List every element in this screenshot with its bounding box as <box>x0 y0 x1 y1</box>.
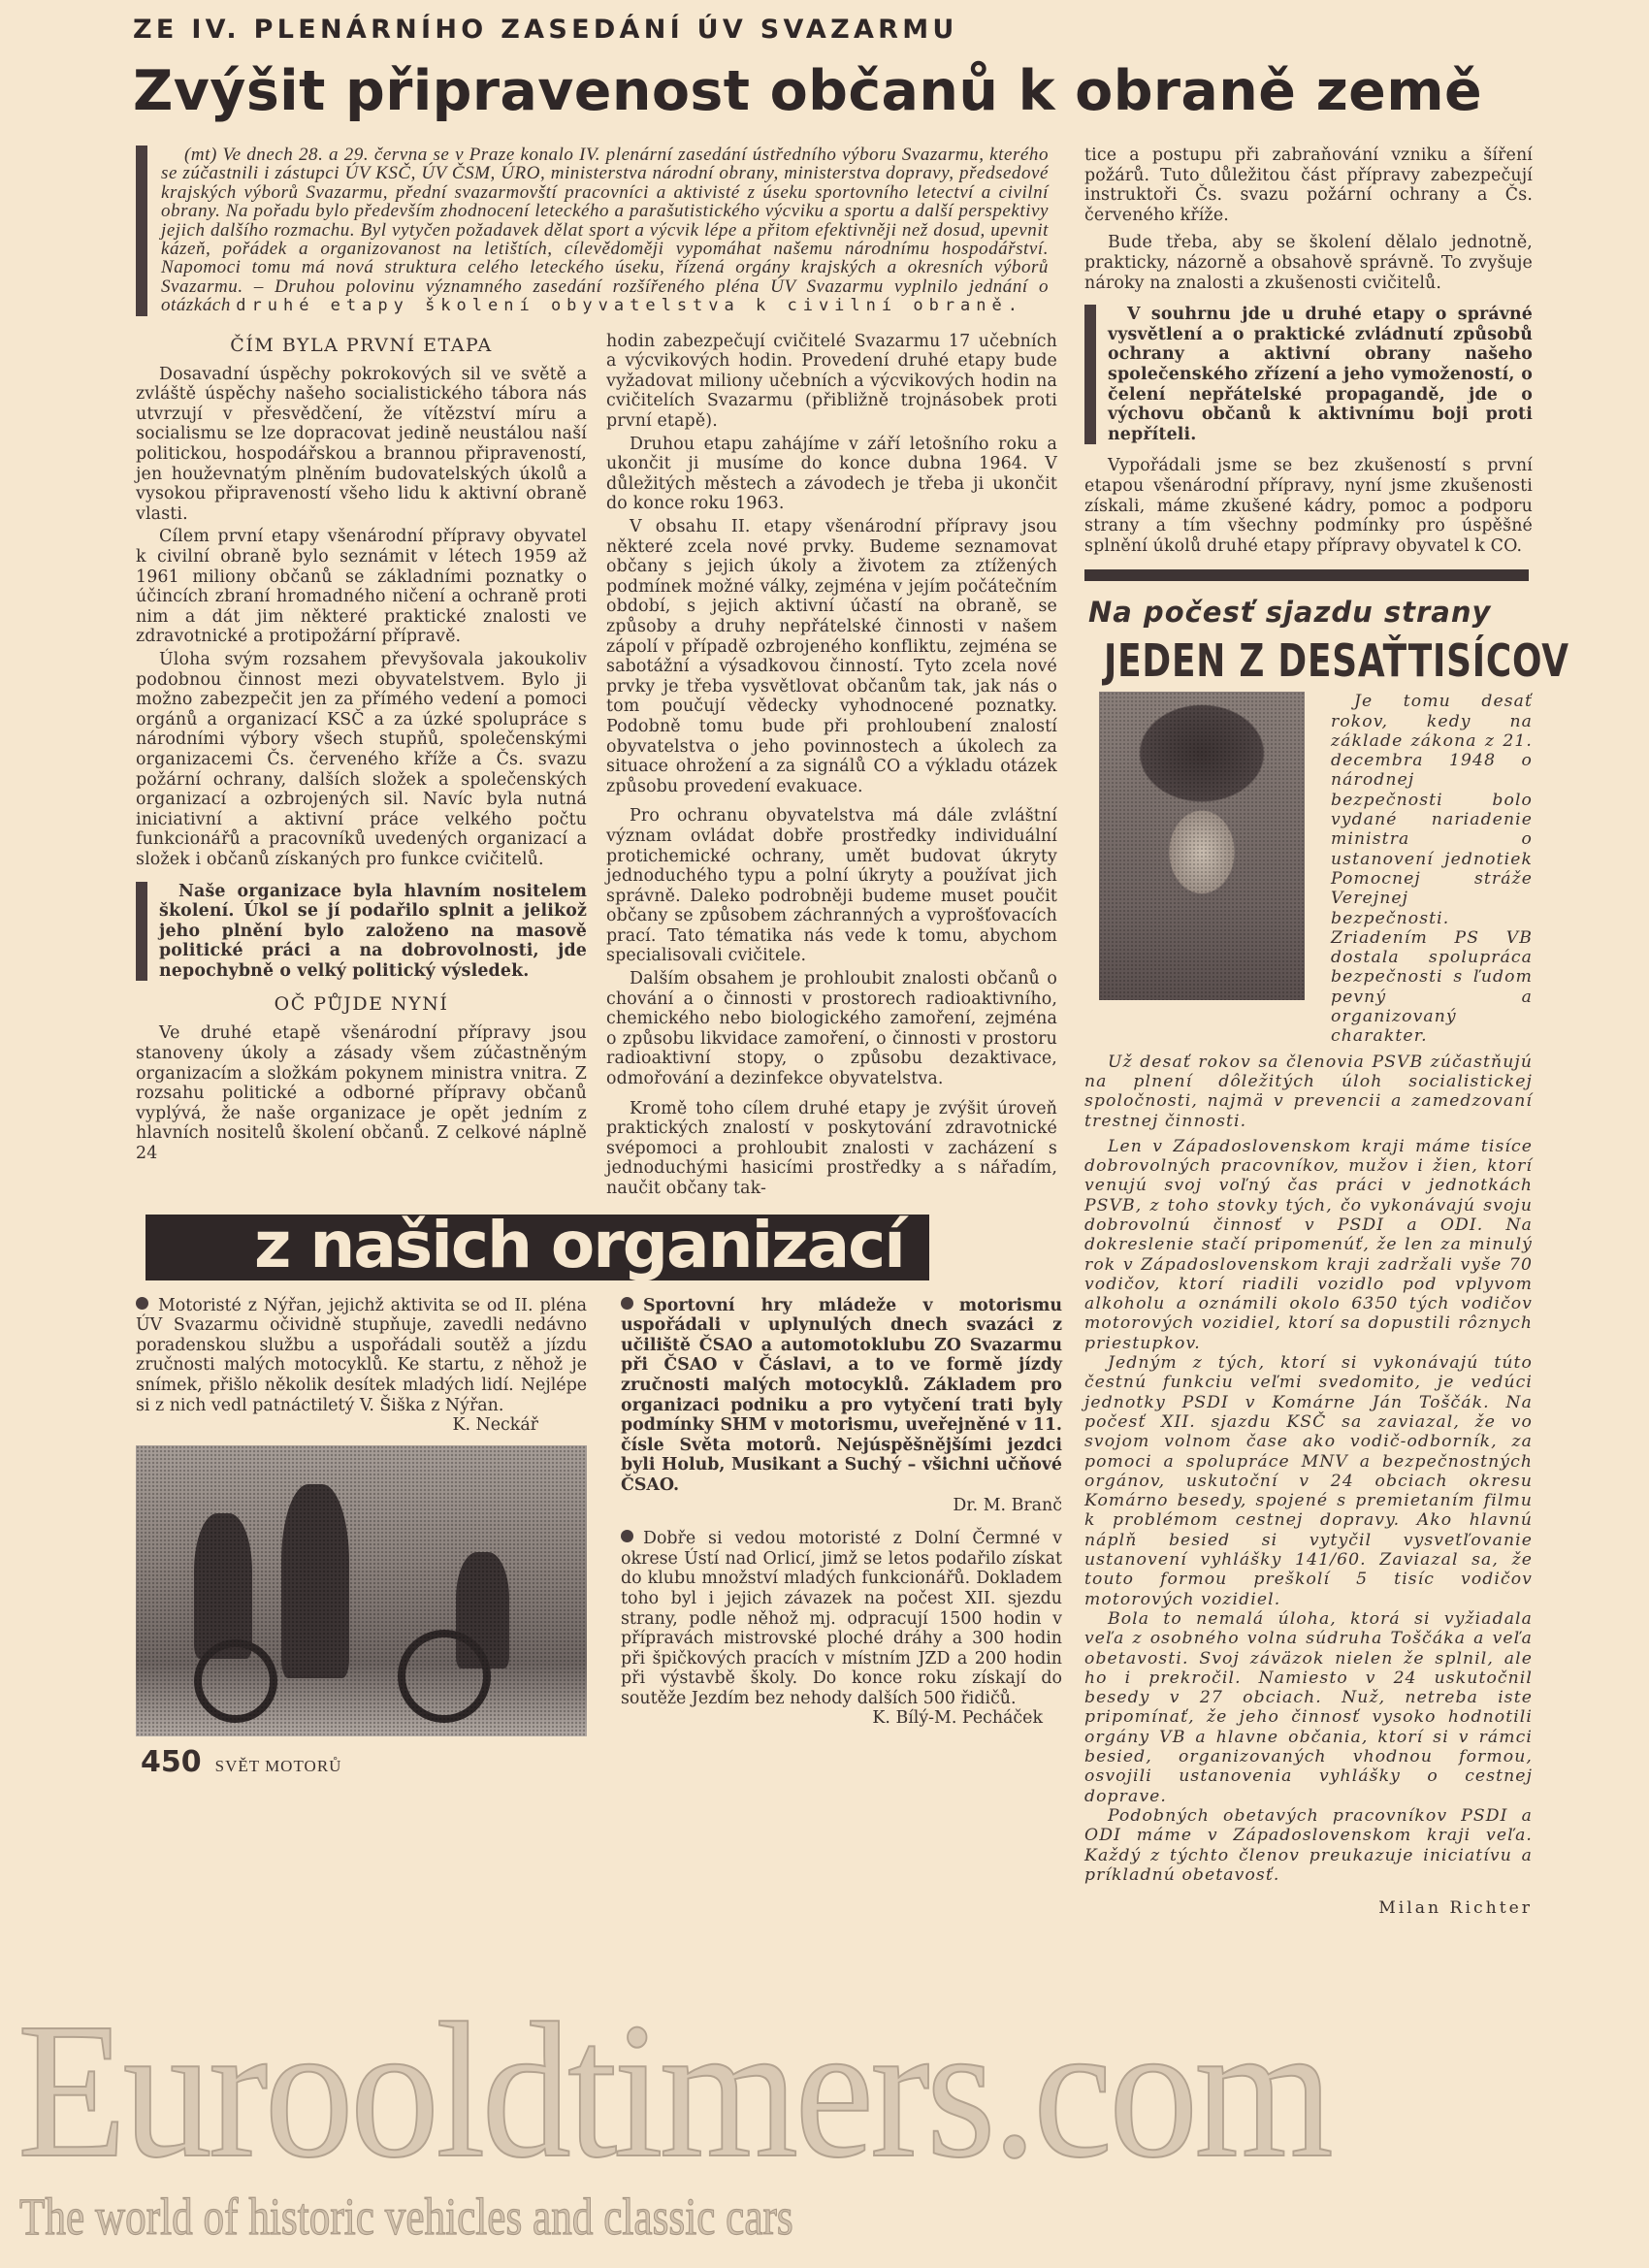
section-heading-now: OČ PŮJDE NYNÍ <box>274 993 449 1016</box>
slovak-author: Milan Richter <box>1378 1898 1533 1919</box>
slovak-kicker: Na počesť sjazdu strany <box>1088 596 1492 630</box>
news-column-middle <box>621 1296 1062 1736</box>
divider-bar <box>1084 569 1529 581</box>
article-headline: Zvýšit připravenost občanů k obraně země <box>133 59 1483 123</box>
organizations-news <box>136 1296 1062 1736</box>
news-author: K. Bílý-M. Pecháček <box>872 1708 1043 1729</box>
news-text: Motoristé z Nýřan, jejichž aktivita se od II. pléna ÚV Svazarmu očividně stupňuje, zavedli nedávno poradenskou službu a uspořádali soutěž a jízdu zručnosti malých motocyklů. Ke startu, z něhož je snímek, přišlo několik desítek mladých lidí. Nejlépe si z nich vedl patnáctiletý V. Šiška z Nýřan. <box>136 1295 587 1415</box>
section-heading-first-stage: ČÍM BYLA PRVNÍ ETAPA <box>230 334 493 356</box>
paragraph: Len v Západoslovenskom kraji máme tisíce dobrovolných pracovníkov, mužov i žien, ktorí venujú svoj voľný čas práci v jednotkách PSVB, z toho stovky tých, čo vykonávajú svoju dobrovolnú činnosť v PSDI a ODI. Na dokreslenie stačí pripomenúť, že len za minulý rok v Západoslovenskom kraji zadržali vyše 70 vodičov, ktorí riadili vozidlo pod vplyvom alkoholu a oznámili okolo 6350 tých vodičov motorových vozidiel, ktorí sa dopustili rôznych priestupkov. <box>1084 1136 1533 1353</box>
paragraph: Bola to nemalá úloha, ktorá si vyžiadala veľa z osobného volna súdruha Toščáka a veľa obetavosti. Svoj záväzok nielen že splnil, ale ho i prekročil. Namiesto v 24 uskutočnil besedy v 27 obciach. Nuž, netreba iste pripomínať, že jeho činnosť vysoko hodnotili orgány VB a hlavne občania, ktorí si v rámci besied, organizovaných vhodnou formou, osvojili ustanovenia vyhlášky o cestnej doprave. <box>1084 1608 1533 1806</box>
portrait-photo <box>1099 692 1305 1000</box>
bullet-icon <box>621 1530 633 1542</box>
watermark-tagline: The world of historic vehicles and classic cars <box>19 2187 793 2246</box>
paragraph: Jedným z tých, ktorí si vykonávajú túto čestnú funkciu veľmi svedomito, je vedúci jednotky PSDI v Komárne Ján Toščák. Na počesť XII. sjazdu KSČ sa zaviazal, že vo svojom volnom čase ako vodič-odborník, za pomoci a spolupráce MNV a bezpečnostných orgánov, uskutoční v 24 obciach okresu Komárno besedy, spojené s premietaním filmu k problémom cestnej dopravy. Ako hlavnú náplň besied si vytyčil vysvetľovanie ustanovení vyhlášky 141/60. Zaviazal sa, že touto formou preškolí 5 tisíc vodičov motorových vozidiel. <box>1084 1353 1533 1609</box>
intro-text: (mt) Ve dnech 28. a 29. června se v Praze konalo IV. plenární zasedání ústředního výboru Svazarmu, kterého se zúčastnili i zástupci ÚV KSČ, ÚV ČSM, ÚRO, ministerstva národní obrany, ministerstva dopravy, předsedové krajských výborů Svazarmu, přední svazarmovští pracovníci a aktivisté z úseku sportovního letectví a civilní obrany. Na pořadu bylo především zhodnocení leteckého a parašutistického výcviku a sportu a další perspektivy jejich dalšího rozmachu. Byl vytyčen požadavek dělat sport a výcvik lépe a přitom efektivněji než dosud, upevnit kázeň, pořádek a organizovanost na letištích, cílevědoměji vypomáhat našemu národnímu hospodářství. Napomoci tomu má nová struktura celého leteckého úseku, řízená orgány krajských a okresních výborů Svazarmu. – Druhou polovinu významného zasedání rozšířeného pléna ÚV Svazarmu vyplnilo jednání o otázkách <box>161 145 1049 316</box>
banner-title: z našich organizací <box>254 1214 904 1280</box>
page-footer <box>141 1746 1062 1779</box>
paragraph: Dalším obsahem je prohloubit znalosti občanů o chování a o činnosti v prostorech radioaktivního, chemického nebo biologického zamoření, zejména o způsobu likvidace zamoření, o činnosti v prostoru radioaktivní stopy, o způsobu dezaktivace, odmořování a dezinfekce obyvatelstva. <box>606 969 1057 1089</box>
article-column-right <box>1084 146 1533 556</box>
paragraph: Bude třeba, aby se školení dělalo jednotně, prakticky, názorně a obsahově správně. To zvyšuje nároky na znalosti a zkušenosti cvičitelů. <box>1084 233 1533 293</box>
magazine-name: SVĚT MOTORŮ <box>214 1756 342 1775</box>
paragraph: Už desať rokov sa členovia PSVB zúčastňujú na plnení dôležitých úloh socialistickej spoločnosti, najmä v prevencii a zamedzovaní trestnej činnosti. <box>1084 1052 1533 1131</box>
motorcycle-photo <box>136 1445 587 1736</box>
article-column-middle <box>606 332 1057 1199</box>
slovak-beside-photo <box>1331 692 1533 1046</box>
bullet-icon <box>621 1297 633 1310</box>
news-text: Dobře si vedou motoristé z Dolní Čermné v okrese Ústí nad Orlicí, jimž se letos podařilo získat do klubu množství mladých funkcionářů. Dokladem toho byl i jejich závazek na počest XII. sjezdu strany, podle něhož mj. odpracují 1500 hodin v přípravách mistrovské ploché dráhy a 300 hodin při špičkových pracích v místním JZD a 200 hodin při výstavbě školy. Do konce roku získají do soutěže Jezdím bez nehody dalších 500 řidičů. <box>621 1529 1062 1708</box>
paragraph: Kromě toho cílem druhé etapy je zvýšit úroveň praktických znalostí v poskytování zdravotnické svépomoci a prohloubit znalosti v zacházení s jednoduchými hasicími prostředky a s nářadím, naučit občany tak- <box>606 1098 1057 1198</box>
paragraph: hodin zabezpečují cvičitelé Svazarmu 17 učebních a výcvikových hodin. Provedení druhé etapy bude vyžadovat miliony učebních a výcvikových hodin na cvičitelích Svazarmu (přibližně trojnásobek proti první etapě). <box>606 331 1057 432</box>
article-intro <box>136 146 1049 316</box>
right-column <box>1084 146 1569 1919</box>
watermark-site: Eurooldtimers.com <box>17 1984 1330 2198</box>
news-author: Dr. M. Branč <box>953 1495 1062 1515</box>
paragraph: Dosavadní úspěchy pokrokových sil ve světě a zvláště úspěchy našeho socialistického tábora nás utvrzují v přesvědčení, že vítězství míru a socialismu se lze dopracovat jedině neustálou naší politickou, hospodářskou a brannou připraveností, jen houževnatým plněním budovatelských úkolů a vysokou připraveností všeho lidu k aktivní obraně vlasti. <box>136 364 587 524</box>
intro-spaced-text: druhé etapy školení obyvatelstva k civilní obraně. <box>236 296 1023 316</box>
paragraph: Ve druhé etapě všenárodní přípravy jsou stanoveny úkoly a zásady všem zúčastněným organizacím a složkám pokynem ministra vnitra. Z rozsahu politické a odborné přípravy občanů vyplývá, že naše organizace je opět jedním z hlavních nositelů školení občanů. Z celkové náplně 24 <box>136 1023 587 1164</box>
slovak-title: JEDEN Z DESAŤTISÍCOV <box>1104 634 1569 688</box>
paragraph: Vypořádali jsme se bez zkušeností s první etapou všenárodní přípravy, nyní jsme zkušenosti získali, máme zkušené kádry, pomoc a podporu strany a tím všechny podmínky pro úspěšné splnění úkolů druhé etapy přípravy obyvatel k CO. <box>1084 456 1533 556</box>
main-article-area <box>136 146 1062 1779</box>
slovak-article-body <box>1084 1053 1533 1919</box>
paragraph: V obsahu II. etapy všenárodní přípravy jsou některé zcela nové prvky. Budeme seznamovat občany s jejich úkoly a životem za ztížených podmínek možné války, zejména v jejím počátečním období, s jejich aktivní účastí na obraně, se způsoby a druhy nepřátelské činnosti v našem zápolí v případě ozbrojeného konfliktu, zejména se sabotážní a výsadkovou činností. Tyto zcela nové prvky je třeba vysvětlovat občanům tak, jak nás o tom poučují vědecky vyhodnocené poznatky. Podobně tomu bude při prohloubení znalostí obyvatelstva o jeho povinnostech a úkolech za situace ohrožení a za signálů CO a výkladu otázek způsobu provedení evakuace. <box>606 517 1057 796</box>
paragraph: Je tomu desať rokov, kedy na základe zákona z 21. decembra 1948 o národnej bezpečnosti bolo vydané nariadenie ministra o ustanovení jednotiek Pomocnej stráže Verejnej bezpečnosti. Zriadením PS VB dostala spolupráca bezpečnosti s ľudom pevný a organizovaný charakter. <box>1331 692 1533 1047</box>
photo-row <box>1084 692 1533 1046</box>
news-author: K. Neckář <box>452 1415 538 1436</box>
paragraph: Pro ochranu obyvatelstva má dále zvláštní význam ovládat dobře prostředky individuální protichemické ochrany, umět budovat úkryty jednoduchého typu a polní úkryty a používat jich správně. Daleko podrobněji budeme muset poučit občany se způsobem záchranných a vyprošťovacích prací. Tato tématika nás vede k tomu, abychom specialisovali cvičitele. <box>606 806 1057 966</box>
article-kicker: ZE IV. PLENÁRNÍHO ZASEDÁNÍ ÚV SVAZARMU <box>133 15 958 45</box>
paragraph: Druhou etapu zahájíme v září letošního roku a ukončit ji musíme do konce dubna 1964. V důležitých městech a závodech je třeba ji ukončit do konce roku 1963. <box>606 434 1057 514</box>
page-number: 450 <box>141 1744 202 1779</box>
paragraph: Podobných obetavých pracovníkov PSDI a ODI máme v Západoslovenskom kraji veľa. Každý z týchto členov preukazuje iniciatívu a príkladnú obetavosť. <box>1084 1805 1533 1885</box>
paragraph: tice a postupu při zabraňování vzniku a šíření požárů. Tuto důležitou část přípravy zabezpečují instruktoři Čs. svazu požární ochrany a Čs. červeného kříže. <box>1084 146 1533 225</box>
organizations-banner <box>146 1215 929 1280</box>
paragraph: Cílem první etapy všenárodní přípravy obyvatel k civilní obraně bylo seznámit v létech 1959 až 1961 miliony občanů se základními poznatky o účincích zbraní hromadného ničení a ochraně proti nim a dát jim některé praktické znalosti ve zdravotnické a protipožární přípravě. <box>136 527 587 647</box>
news-item <box>136 1296 587 1736</box>
highlight-box: V souhrnu jde u druhé etapy o správné vysvětlení a o praktické zvládnutí způsobů ochrany a aktivní obrany našeho společenského zřízení a jeho vymožeností, o čelení nepřátelské propagandě, jde o výchovu občanů k aktivnímu boji proti nepříteli. <box>1084 305 1533 444</box>
bullet-icon <box>136 1297 148 1310</box>
article-columns <box>136 332 1062 1199</box>
news-text: Sportovní hry mládeže v motorismu uspořádali v uplynulých dnech svazáci z učiliště ČSAO a automotoklubu ZO Svazarmu při ČSAO v Čáslavi, a to ve formě jízdy zručnosti malých motocyklů. Základem pro organizaci podniku a pro vytyčení trati byly podmínky SHM v motorismu, uveřejněné v 11. čísle Světa motorů. Nejúspěšnějšími jezdci byli Holub, Musikant a Suchý – všichni učňové ČSAO. <box>621 1295 1062 1495</box>
article-column-left <box>136 332 587 1199</box>
highlight-box: Naše organizace byla hlavním nositelem školení. Úkol se jí podařilo splnit a jelikož jeho plnění bylo založeno na masově politické práci a na dobrovolnosti, jde nepochybně o velký politický výsledek. <box>136 882 587 982</box>
paragraph: Úloha svým rozsahem převyšovala jakoukoliv podobnou činnost mezi obyvatelstvem. Bylo ji možno zabezpečit jen za přímého vedení a pomoci orgánů a organizací KSČ a za úzké spolupráce s národními výbory všech stupňů, společenskými organizacemi Čs. červeného kříže a Čs. svazu požární ochrany, dalších složek a společenských organizací a ozbrojených sil. Navíc byla nutná iniciativní a aktivní práce velkého počtu funkcionářů a pracovníků uvedených organizací a složek i občanů získaných pro funkce cvičitelů. <box>136 649 587 869</box>
